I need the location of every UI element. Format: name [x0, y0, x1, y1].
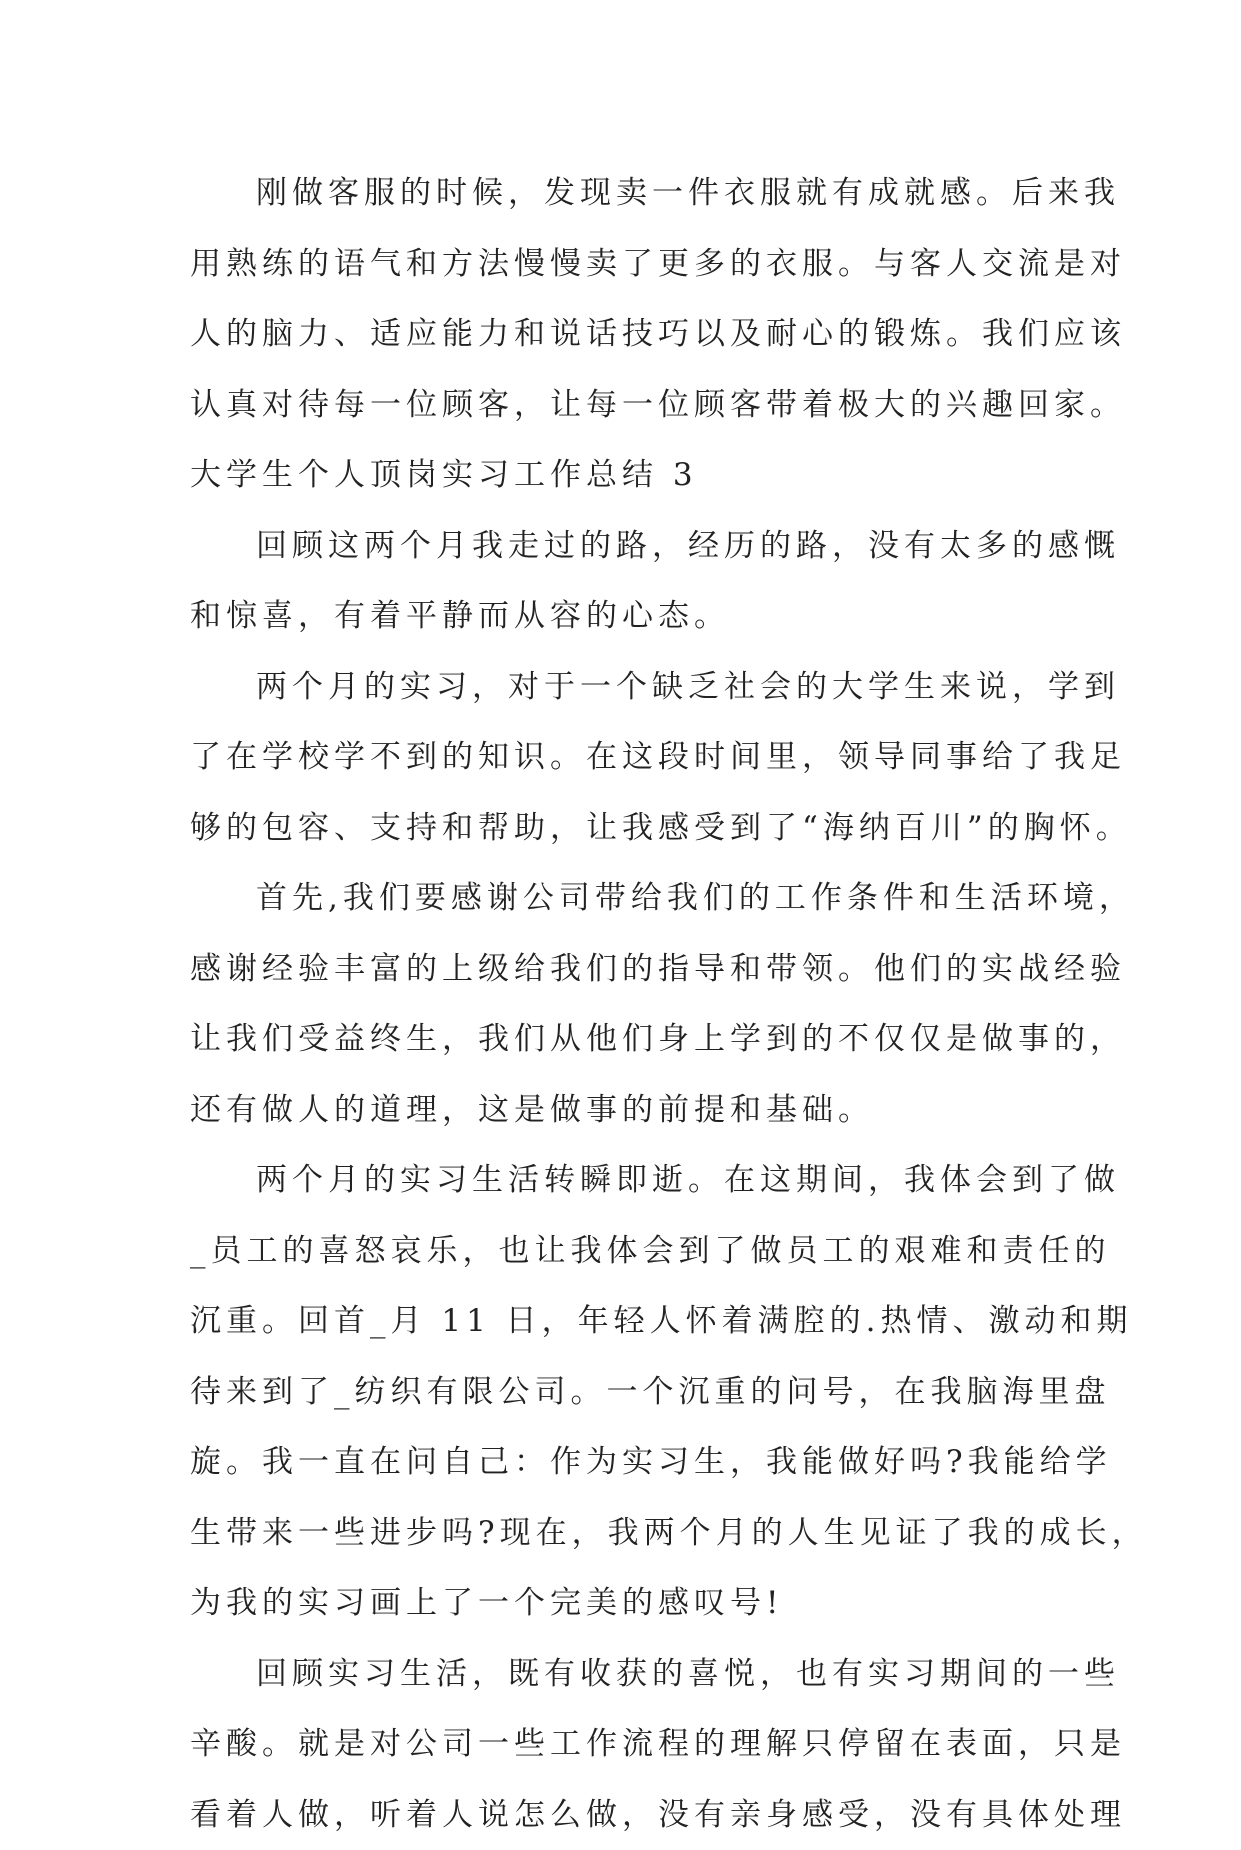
- text-line: 刚做客服的时候，发现卖一件衣服就有成就感。后来我: [190, 158, 1070, 229]
- text-line: 感谢经验丰富的上级给我们的指导和带领。他们的实战经验: [190, 934, 1070, 1005]
- document-body: [190, 158, 1070, 1850]
- text-line: 两个月的实习，对于一个缺乏社会的大学生来说，学到: [190, 652, 1070, 723]
- section-heading: 大学生个人顶岗实习工作总结 3: [190, 440, 1070, 511]
- text-line: 够的包容、支持和帮助，让我感受到了“海纳百川”的胸怀。: [190, 793, 1070, 864]
- text-line: 回顾实习生活，既有收获的喜悦，也有实习期间的一些: [190, 1639, 1070, 1710]
- text-line: 首先,我们要感谢公司带给我们的工作条件和生活环境，: [190, 863, 1070, 934]
- text-line: 辛酸。就是对公司一些工作流程的理解只停留在表面，只是: [190, 1709, 1070, 1780]
- text-line: 生带来一些进步吗?现在，我两个月的人生见证了我的成长，: [190, 1498, 1070, 1569]
- text-line: 沉重。回首_月 11 日，年轻人怀着满腔的.热情、激动和期: [190, 1286, 1070, 1357]
- text-line: 和惊喜，有着平静而从容的心态。: [190, 581, 1070, 652]
- text-line: 还有做人的道理，这是做事的前提和基础。: [190, 1075, 1070, 1146]
- text-line: 待来到了_纺织有限公司。一个沉重的问号，在我脑海里盘: [190, 1357, 1070, 1428]
- text-line: 人的脑力、适应能力和说话技巧以及耐心的锻炼。我们应该: [190, 299, 1070, 370]
- text-line: 两个月的实习生活转瞬即逝。在这期间，我体会到了做: [190, 1145, 1070, 1216]
- text-line: 看着人做，听着人说怎么做，没有亲身感受，没有具体处理: [190, 1780, 1070, 1850]
- text-line: 回顾这两个月我走过的路，经历的路，没有太多的感慨: [190, 511, 1070, 582]
- text-line: 旋。我一直在问自己：作为实习生，我能做好吗?我能给学: [190, 1427, 1070, 1498]
- text-line: _员工的喜怒哀乐，也让我体会到了做员工的艰难和责任的: [190, 1216, 1070, 1287]
- text-line: 认真对待每一位顾客，让每一位顾客带着极大的兴趣回家。: [190, 370, 1070, 441]
- text-line: 用熟练的语气和方法慢慢卖了更多的衣服。与客人交流是对: [190, 229, 1070, 300]
- text-line: 为我的实习画上了一个完美的感叹号!: [190, 1568, 1070, 1639]
- text-line: 让我们受益终生，我们从他们身上学到的不仅仅是做事的，: [190, 1004, 1070, 1075]
- text-line: 了在学校学不到的知识。在这段时间里，领导同事给了我足: [190, 722, 1070, 793]
